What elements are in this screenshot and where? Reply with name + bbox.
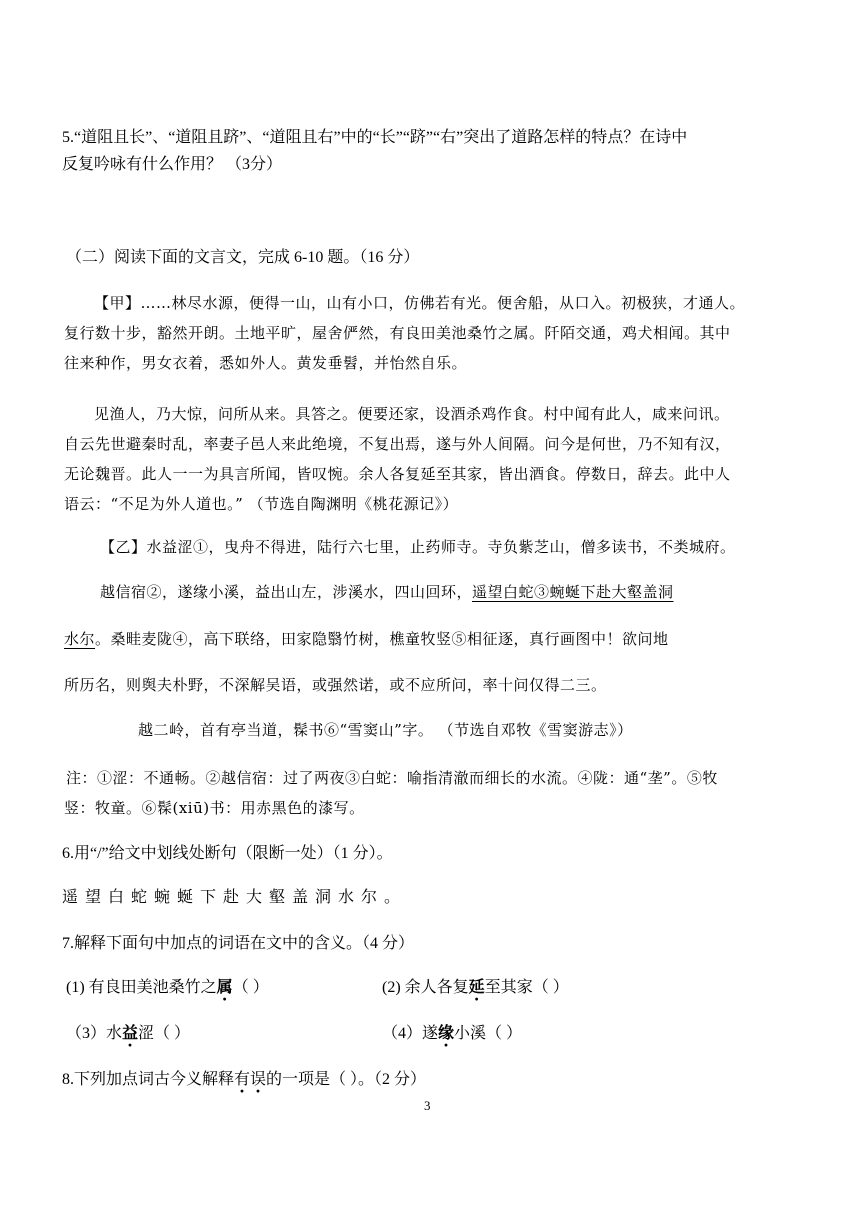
- q5-line2: 反复吟咏有什么作用？ （3分）: [62, 156, 283, 173]
- q7-item-4: （4）遂缘小溪（ ）: [382, 1025, 523, 1042]
- jia-p1-l2: 复行数十步，豁然开朗。土地平旷，屋舍俨然，有良田美池桑竹之属。阡陌交通，鸡犬相闻。其中: [64, 324, 731, 342]
- q7-item-1: (1) 有良田美池桑竹之属（ ）: [66, 979, 269, 996]
- jia-p2-l2: 自云先世避秦时乱，率妻子邑人来此绝境，不复出焉，遂与外人间隔。问今是何世，乃不知有汉，: [64, 435, 731, 453]
- q7-prompt: 7.解释下面句中加点的词语在文中的含义。（4 分）: [62, 935, 415, 952]
- yi-l2-text: 越信宿②，遂缘小溪，益出山左，涉溪水，四山回环，: [100, 583, 473, 601]
- q8-dotted-1: 有: [234, 1071, 251, 1088]
- q7-item-3: （3）水益涩（ ）: [66, 1025, 191, 1042]
- q6-prompt: 6.用“/”给文中划线处断句（限断一处）（1 分）。: [62, 845, 393, 862]
- jia-p2-l1: 见渔人，乃大惊，问所从来。具答之。便要还家，设酒杀鸡作食。村中闻有此人，咸来问讯。: [94, 405, 730, 423]
- q8-prompt: 8.下列加点词古今义解释有误的一项是（ ）。（2 分）: [62, 1071, 427, 1088]
- jia-p1-l3: 往来种作，男女衣着，悉如外人。黄发垂髫，并怡然自乐。: [64, 354, 468, 372]
- page-number: 3: [424, 1098, 431, 1113]
- notes-l2: 竖：牧童。⑥髹(xiū)书：用赤黑色的漆写。: [64, 799, 365, 817]
- q6-sentence: 遥望白蛇蜿蜒下赴大壑盖洞水尔。: [62, 889, 408, 906]
- q7-dotted-word-3: 益: [122, 1025, 139, 1042]
- jia-p1-l1: 【甲】……林尽水源，便得一山，山有小口，仿佛若有光。便舍船，从口入。初极狭，才通人。: [94, 294, 746, 312]
- yi-underlined-2: 水尔: [64, 630, 96, 648]
- yi-l1: 【乙】水益涩①，曳舟不得进，陆行六七里，止药师寺。寺负紫芝山，僧多读书，不类城府。: [100, 538, 736, 556]
- yi-l4: 所历名，则舆夫朴野，不深解吴语，或强然诺，或不应所问，率十问仅得二三。: [64, 676, 607, 694]
- jia-p2-l4: 语云：“不足为外人道也。” （节选自陶渊明《桃花源记》）: [64, 495, 459, 513]
- yi-underlined-1: 遥望白蛇③蜿蜒下赴大壑盖洞: [472, 583, 674, 601]
- q7-dotted-word-2: 延: [468, 979, 485, 996]
- notes-l1: 注：①涩：不通畅。②越信宿：过了两夜③白蛇：喻指清澈而细长的水流。④陇：通“垄”。⑤牧: [66, 769, 718, 787]
- q7-dotted-word-4: 缘: [438, 1025, 455, 1042]
- q5-line1: 5.“道阻且长”、“道阻且跻”、“道阻且右”中的“长”“跻”“右”突出了道路怎样的特点？在诗中: [62, 129, 688, 146]
- yi-l3: [64, 629, 669, 649]
- q7-item-2: (2) 余人各复延至其家（ ）: [382, 979, 569, 996]
- q7-dotted-word-1: 属: [216, 979, 233, 996]
- yi-l3-text: 。桑畦麦陇④，高下联络，田家隐翳竹树，樵童牧竖⑤相征逐，真行画图中！欲问地: [95, 630, 669, 648]
- section2-heading: （二）阅读下面的文言文，完成 6-10 题。（16 分）: [66, 249, 420, 266]
- yi-l2: [100, 582, 674, 602]
- yi-l5: 越二岭，首有亭当道，髹书⑥“雪窦山”字。 （节选自邓牧《雪窦游志》）: [138, 721, 633, 739]
- q8-dotted-2: 误: [250, 1071, 267, 1088]
- jia-p2-l3: 无论魏晋。此人一一为具言所闻，皆叹惋。余人各复延至其家，皆出酒食。停数日，辞去。此中人: [64, 465, 731, 483]
